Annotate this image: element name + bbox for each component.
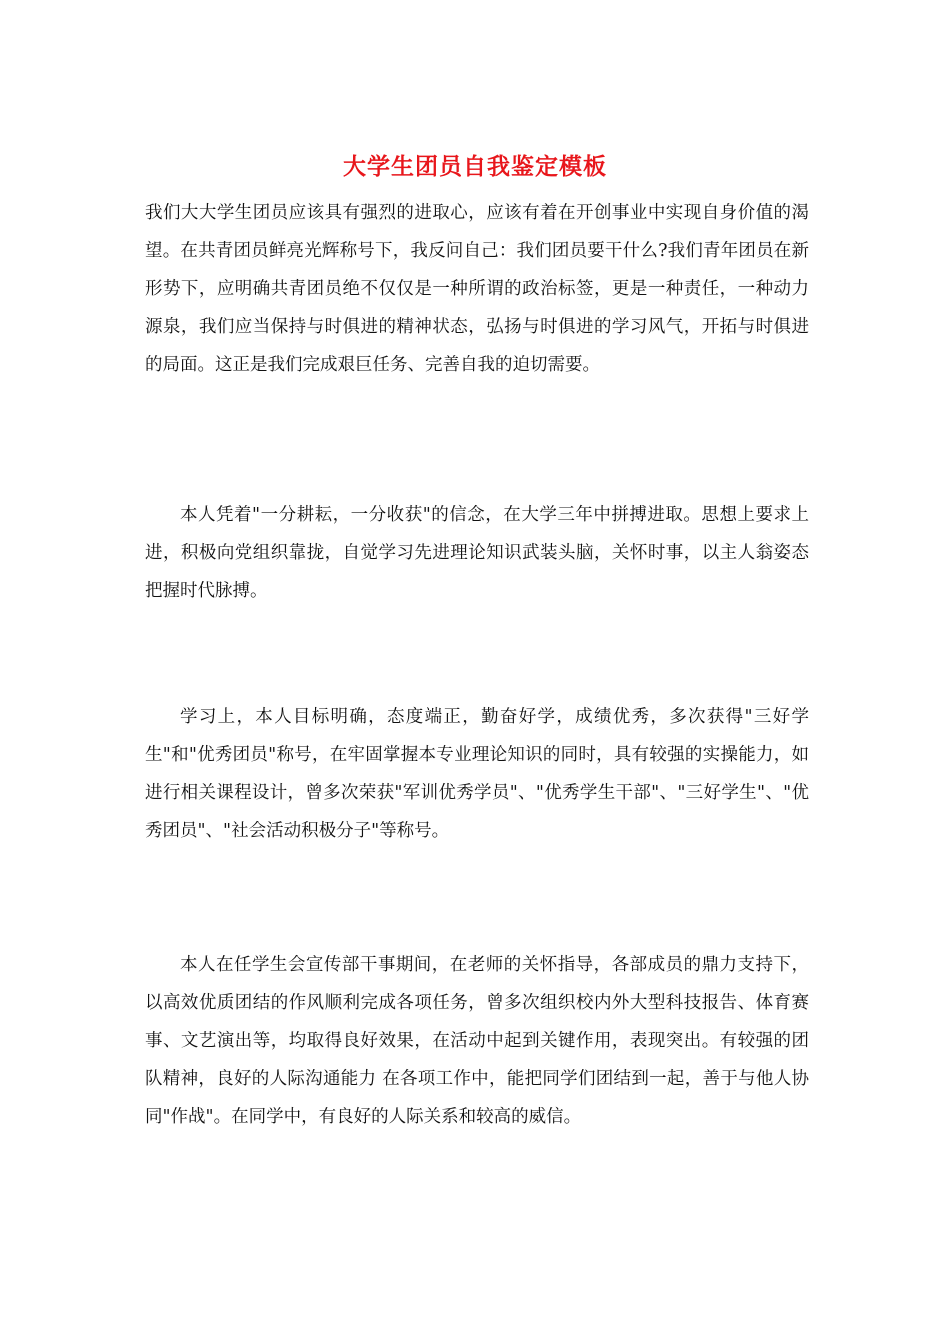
paragraph-3: 学习上，本人目标明确，态度端正，勤奋好学，成绩优秀，多次获得"三好学生"和"优秀团员"称号，在牢固掌握本专业理论知识的同时，具有较强的实操能力，如进行相关课程设计，曾多次荣获"军训优秀学员"、"优秀学生干部"、"三好学生"、"优秀团员"、"社会活动积极分子"等称号。 (145, 707, 809, 841)
document-body (145, 194, 809, 1136)
document-title: 大学生团员自我鉴定模板 (343, 153, 607, 180)
paragraph-spacer (145, 850, 809, 946)
paragraph-1: 我们大大学生团员应该具有强烈的进取心，应该有着在开创事业中实现自身价值的渴望。在共青团员鲜亮光辉称号下，我反问自己：我们团员要干什么?我们青年团员在新形势下，应明确共青团员绝不仅仅是一种所谓的政治标签，更是一种责任，一种动力源泉，我们应当保持与时俱进的精神状态，弘扬与时俱进的学习风气，开拓与时俱进的局面。这正是我们完成艰巨任务、完善自我的迫切需要。 (145, 203, 809, 375)
paragraph-4: 本人在任学生会宣传部干事期间，在老师的关怀指导，各部成员的鼎力支持下，以高效优质团结的作风顺利完成各项任务，曾多次组织校内外大型科技报告、体育赛事、文艺演出等，均取得良好效果，在活动中起到关键作用，表现突出。有较强的团队精神，良好的人际沟通能力 在各项工作中，能把同学们团结到一起，善于与他人协同"作战"。在同学中，有良好的人际关系和较高的威信。 (145, 955, 809, 1127)
paragraph-spacer (145, 384, 809, 496)
paragraph-spacer (145, 610, 809, 698)
paragraph-2: 本人凭着"一分耕耘，一分收获"的信念，在大学三年中拼搏进取。思想上要求上进，积极向党组织靠拢，自觉学习先进理论知识武装头脑，关怀时事，以主人翁姿态把握时代脉搏。 (145, 505, 809, 601)
